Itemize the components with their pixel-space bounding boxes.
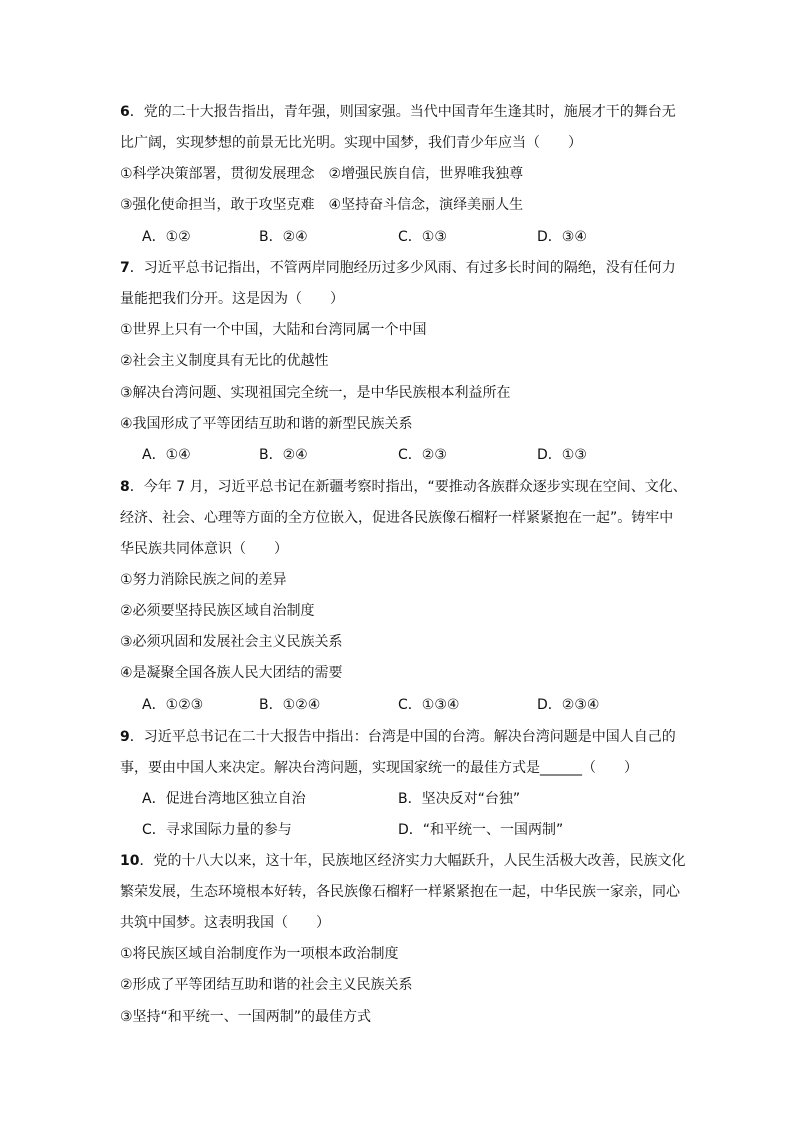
question-7-option-b[interactable]: B．②④ [259, 447, 308, 463]
question-8-option-c[interactable]: C．①③④ [398, 697, 460, 713]
question-7-option-a[interactable]: A．①④ [142, 447, 191, 463]
question-6-stem-text-1: ．党的二十大报告指出，青年强，则国家强。当代中国青年生逢其时，施展才干的舞台无 [129, 104, 676, 120]
question-8-statement-2: ②必须要坚持民族区域自治制度 [120, 603, 315, 619]
question-6-option-a[interactable]: A．①② [142, 229, 191, 245]
question-9-stem-line-2: 事，要由中国人来决定。解决台湾问题，实现国家统一的最佳方式是______（ ） [120, 760, 638, 776]
question-10-stem-line-1 [120, 851, 685, 871]
question-8-option-a[interactable]: A．①②③ [142, 697, 204, 713]
question-8-statement-4: ④是凝聚全国各族人民大团结的需要 [120, 665, 343, 681]
question-10-statement-1: ①将民族区域自治制度作为一项根本政治制度 [120, 946, 399, 962]
question-6-stem-line-2: 比广阔，实现梦想的前景无比光明。实现中国梦，我们青少年应当（ ） [120, 135, 582, 151]
question-6-stem-line-1 [120, 102, 676, 122]
question-9-stem-line-1 [120, 727, 676, 747]
question-9-option-b[interactable]: B．坚决反对“台独” [398, 791, 521, 807]
question-8-stem-text-1: ．今年 7 月，习近平总书记在新疆考察时指出，“要推动各族群众逐步实现在空间、文化、 [129, 479, 687, 495]
question-9-option-a[interactable]: A．促进台湾地区独立自治 [142, 791, 306, 807]
question-10-statement-2: ②形成了平等团结互助和谐的社会主义民族关系 [120, 977, 413, 993]
question-8-statement-3: ③必须巩固和发展社会主义民族关系 [120, 634, 343, 650]
question-6-statement-2: ③强化使命担当，敢于攻坚克难 ④坚持奋斗信念，演绎美丽人生 [120, 197, 524, 213]
question-7-statement-4: ④我国形成了平等团结互助和谐的新型民族关系 [120, 416, 413, 432]
question-9-option-d[interactable]: D．“和平统一、一国两制” [398, 822, 564, 838]
question-7-stem-line-1 [120, 258, 676, 278]
question-6-option-d[interactable]: D．③④ [537, 229, 587, 245]
question-8-option-d[interactable]: D．②③④ [537, 697, 600, 713]
question-7-number: 7 [120, 260, 130, 276]
question-6-option-c[interactable]: C．①③ [398, 229, 447, 245]
question-6-option-b[interactable]: B．②④ [259, 229, 308, 245]
question-10-statement-3: ③坚持“和平统一、一国两制”的最佳方式 [120, 1009, 372, 1025]
question-6-number: 6 [120, 104, 130, 120]
question-9-option-c[interactable]: C．寻求国际力量的参与 [142, 822, 292, 838]
question-6-statement-1: ①科学决策部署，贯彻发展理念 ②增强民族自信，世界唯我独尊 [120, 166, 524, 182]
question-7-option-d[interactable]: D．①③ [537, 447, 587, 463]
question-7-statement-2: ②社会主义制度具有无比的优越性 [120, 353, 329, 369]
question-8-stem-line-2: 经济、社会、心理等方面的全方位嵌入，促进各民族像石榴籽一样紧紧抱在一起”。铸牢中 [120, 510, 674, 526]
question-9-stem-text-1: ．习近平总书记在二十大报告中指出：台湾是中国的台湾。解决台湾问题是中国人自己的 [129, 729, 676, 745]
question-10-stem-text-1: ．党的十八大以来，这十年，民族地区经济实力大幅跃升，人民生活极大改善，民族文化 [139, 853, 686, 869]
question-7-statement-1: ①世界上只有一个中国，大陆和台湾同属一个中国 [120, 322, 427, 338]
question-9-number: 9 [120, 729, 130, 745]
question-10-stem-line-2: 繁荣发展，生态环境根本好转，各民族像石榴籽一样紧紧抱在一起，中华民族一家亲，同心 [120, 884, 680, 900]
question-10-stem-line-3: 共筑中国梦。这表明我国（ ） [120, 915, 330, 931]
question-7-option-c[interactable]: C．②③ [398, 447, 447, 463]
question-7-stem-text-1: ．习近平总书记指出，不管两岸同胞经历过多少风雨、有过多长时间的隔绝，没有任何力 [129, 260, 676, 276]
question-8-statement-1: ①努力消除民族之间的差异 [120, 572, 287, 588]
question-8-stem-line-3: 华民族共同体意识（ ） [120, 541, 288, 557]
question-10-number: 10 [120, 853, 140, 869]
question-7-statement-3: ③解决台湾问题、实现祖国完全统一，是中华民族根本利益所在 [120, 385, 511, 401]
question-8-stem-line-1 [120, 477, 687, 497]
question-7-stem-line-2: 量能把我们分开。这是因为（ ） [120, 291, 344, 307]
question-8-number: 8 [120, 479, 130, 495]
question-8-option-b[interactable]: B．①②④ [259, 697, 321, 713]
